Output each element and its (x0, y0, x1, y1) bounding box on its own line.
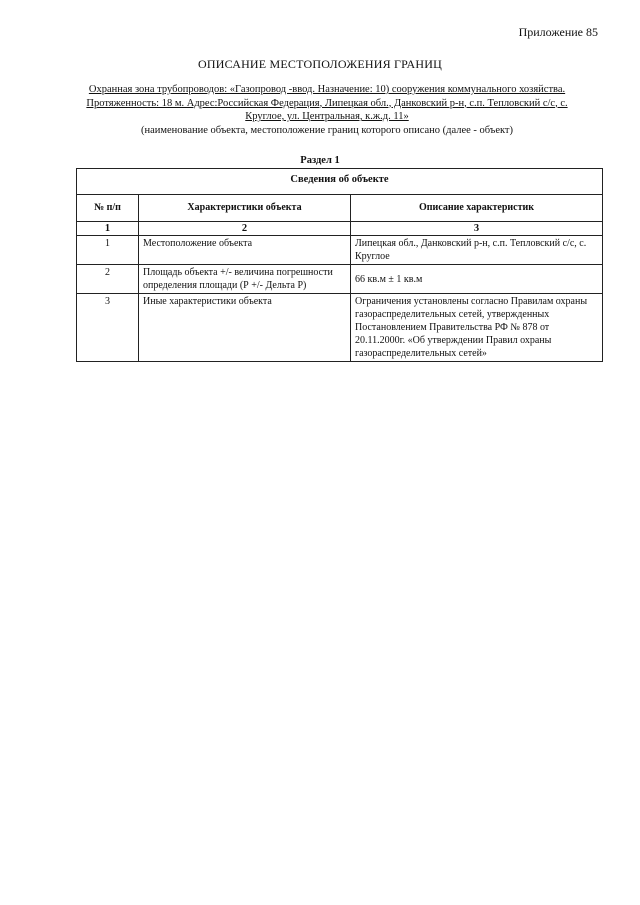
object-info-table (76, 168, 603, 362)
row-number: 3 (77, 294, 139, 362)
column-header-description: Описание характеристик (351, 195, 603, 222)
column-number-1: 1 (77, 222, 139, 236)
object-caption: (наименование объекта, местоположение границ которого описано (далее - объект) (140, 125, 514, 136)
table-row (77, 265, 603, 294)
table-row (77, 236, 603, 265)
object-description: Охранная зона трубопроводов: «Газопровод -ввод. Назначение: 10) сооружения коммунального хозяйства. Протяженность: 18 м. Адрес:Российская Федерация, Липецкая обл., Данковский р-н, с.п. Тепловский с/с, с. Круглое, ул. Центральная, к.ж.д. 11» (86, 84, 568, 122)
appendix-label: Приложение 85 (518, 25, 598, 39)
row-description: 66 кв.м ± 1 кв.м (351, 265, 603, 294)
column-number-2: 2 (139, 222, 351, 236)
row-description: Ограничения установлены согласно Правилам охраны газораспределительных сетей, утвержденных Постановлением Правительства РФ № 878 от 20.11.2000г. «Об утверждении Правил охраны газораспределительных сетей» (351, 294, 603, 362)
table-title: Сведения об объекте (77, 169, 603, 195)
row-description: Липецкая обл., Данковский р-н, с.п. Тепловский с/с, с. Круглое (351, 236, 603, 265)
page-title: ОПИСАНИЕ МЕСТОПОЛОЖЕНИЯ ГРАНИЦ (198, 57, 442, 71)
column-header-characteristic: Характеристики объекта (139, 195, 351, 222)
row-number: 1 (77, 236, 139, 265)
column-header-number: № п/п (77, 195, 139, 222)
table-row (77, 294, 603, 362)
row-characteristic: Площадь объекта +/- величина погрешности определения площади (Р +/- Дельта Р) (139, 265, 351, 294)
column-number-3: 3 (351, 222, 603, 236)
section-label: Раздел 1 (300, 155, 340, 166)
row-number: 2 (77, 265, 139, 294)
row-characteristic: Иные характеристики объекта (139, 294, 351, 362)
row-characteristic: Местоположение объекта (139, 236, 351, 265)
